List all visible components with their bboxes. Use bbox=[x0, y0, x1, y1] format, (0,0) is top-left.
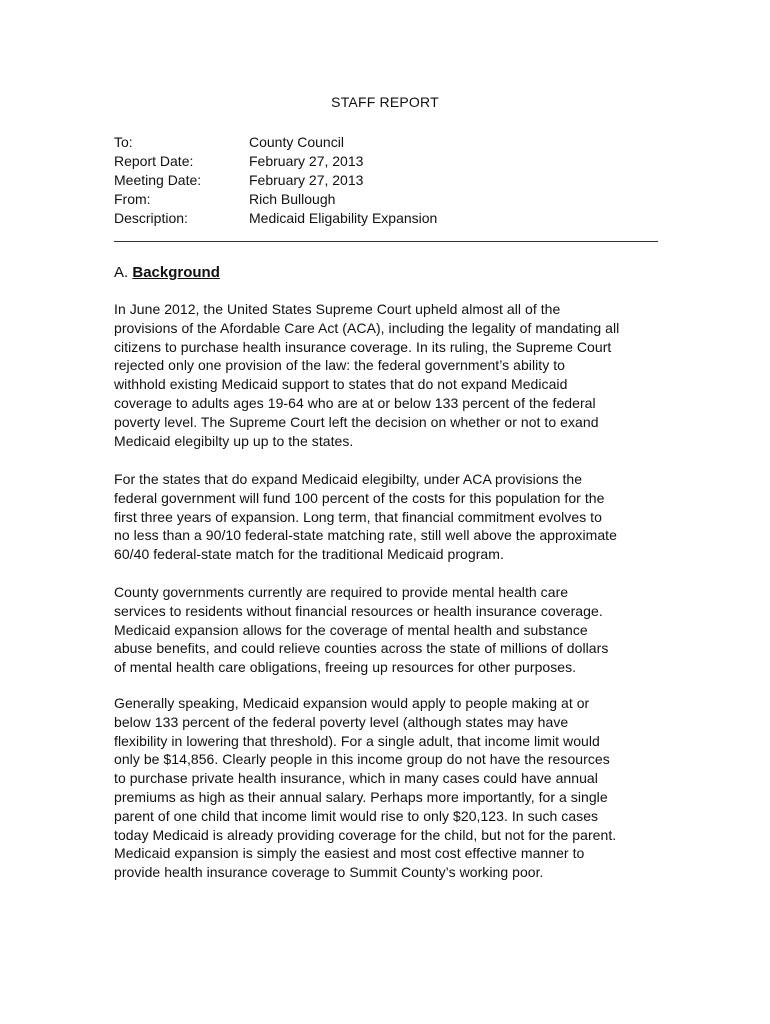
meta-value: February 27, 2013 bbox=[249, 153, 364, 169]
meta-label: Meeting Date: bbox=[114, 172, 202, 188]
paragraph-line: For the states that do expand Medicaid elegibilty, under ACA provisions the bbox=[114, 471, 583, 487]
paragraph-3 bbox=[114, 583, 662, 677]
paragraph-line: parent of one child that income limit would rise to only $20,123. In such cases bbox=[114, 807, 599, 824]
meta-label: Report Date: bbox=[114, 153, 194, 169]
paragraph-line: rejected only one provision of the law: the federal government’s ability to bbox=[114, 357, 565, 374]
paragraph-line: only be $14,856. Clearly people in this income group do not have the resources bbox=[114, 751, 610, 768]
paragraph-line: premiums as high as their annual salary. Perhaps more importantly, for a single bbox=[114, 788, 608, 805]
paragraph-line: Generally speaking, Medicaid expansion would apply to people making at or bbox=[114, 695, 590, 711]
paragraph-line: no less than a 90/10 federal-state matching rate, still well above the approximate bbox=[114, 527, 617, 544]
section-letter: A. bbox=[114, 264, 129, 281]
paragraph-line: Medicaid elegibilty up up to the states. bbox=[114, 432, 354, 449]
paragraph-line: 60/40 federal-state match for the traditional Medicaid program. bbox=[114, 546, 504, 563]
paragraph-2 bbox=[114, 470, 662, 564]
header-divider bbox=[114, 241, 658, 242]
paragraph-4 bbox=[114, 694, 662, 882]
meta-value: Rich Bullough bbox=[249, 191, 336, 207]
meta-row-meeting-date bbox=[114, 171, 674, 190]
meta-value: February 27, 2013 bbox=[249, 172, 364, 188]
paragraph-line: first three years of expansion. Long term, that financial commitment evolves to bbox=[114, 508, 602, 525]
paragraph-line: today Medicaid is already providing coverage for the child, but not for the parent. bbox=[114, 826, 617, 843]
meta-row-from bbox=[114, 190, 674, 209]
paragraph-line: County governments currently are required to provide mental health care bbox=[114, 584, 569, 600]
paragraph-line: of mental health care obligations, freeing up resources for other purposes. bbox=[114, 659, 577, 676]
section-heading-text: Background bbox=[132, 264, 220, 281]
paragraph-line: citizens to purchase health insurance coverage. In its ruling, the Supreme Court bbox=[114, 338, 612, 355]
paragraph-line: withhold existing Medicaid support to states that do not expand Medicaid bbox=[114, 376, 568, 393]
paragraph-line: poverty level. The Supreme Court left the decision on whether or not to exand bbox=[114, 413, 599, 430]
meta-row-to bbox=[114, 133, 674, 152]
paragraph-line: federal government will fund 100 percent of the costs for this population for the bbox=[114, 489, 605, 506]
meta-label: To: bbox=[114, 134, 133, 150]
meta-value: County Council bbox=[249, 134, 344, 150]
meta-value: Medicaid Eligability Expansion bbox=[249, 210, 438, 226]
meta-row-report-date bbox=[114, 152, 674, 171]
paragraph-line: flexibility in lowering that threshold). For a single adult, that income limit would bbox=[114, 732, 600, 749]
section-heading-background bbox=[114, 264, 220, 281]
paragraph-line: Medicaid expansion allows for the coverage of mental health and substance bbox=[114, 621, 588, 638]
paragraph-line: provisions of the Afordable Care Act (ACA), including the legality of mandating all bbox=[114, 319, 620, 336]
paragraph-line: coverage to adults ages 19-64 who are at or below 133 percent of the federal bbox=[114, 394, 596, 411]
paragraph-line: Medicaid expansion is simply the easiest and most cost effective manner to bbox=[114, 845, 585, 862]
paragraph-line: provide health insurance coverage to Summit County’s working poor. bbox=[114, 864, 544, 881]
meta-label: From: bbox=[114, 191, 151, 207]
paragraph-line: to purchase private health insurance, which in many cases could have annual bbox=[114, 770, 598, 787]
paragraph-line: In June 2012, the United States Supreme Court upheld almost all of the bbox=[114, 301, 561, 317]
paragraph-1 bbox=[114, 300, 662, 450]
paragraph-line: services to residents without financial resources or health insurance coverage. bbox=[114, 602, 603, 619]
paragraph-line: below 133 percent of the federal poverty level (although states may have bbox=[114, 713, 569, 730]
meta-row-description bbox=[114, 209, 674, 228]
paragraph-line: abuse benefits, and could relieve counties across the state of millions of dollars bbox=[114, 640, 609, 657]
report-meta-table bbox=[114, 133, 674, 228]
report-title: STAFF REPORT bbox=[331, 94, 439, 110]
meta-label: Description: bbox=[114, 210, 188, 226]
